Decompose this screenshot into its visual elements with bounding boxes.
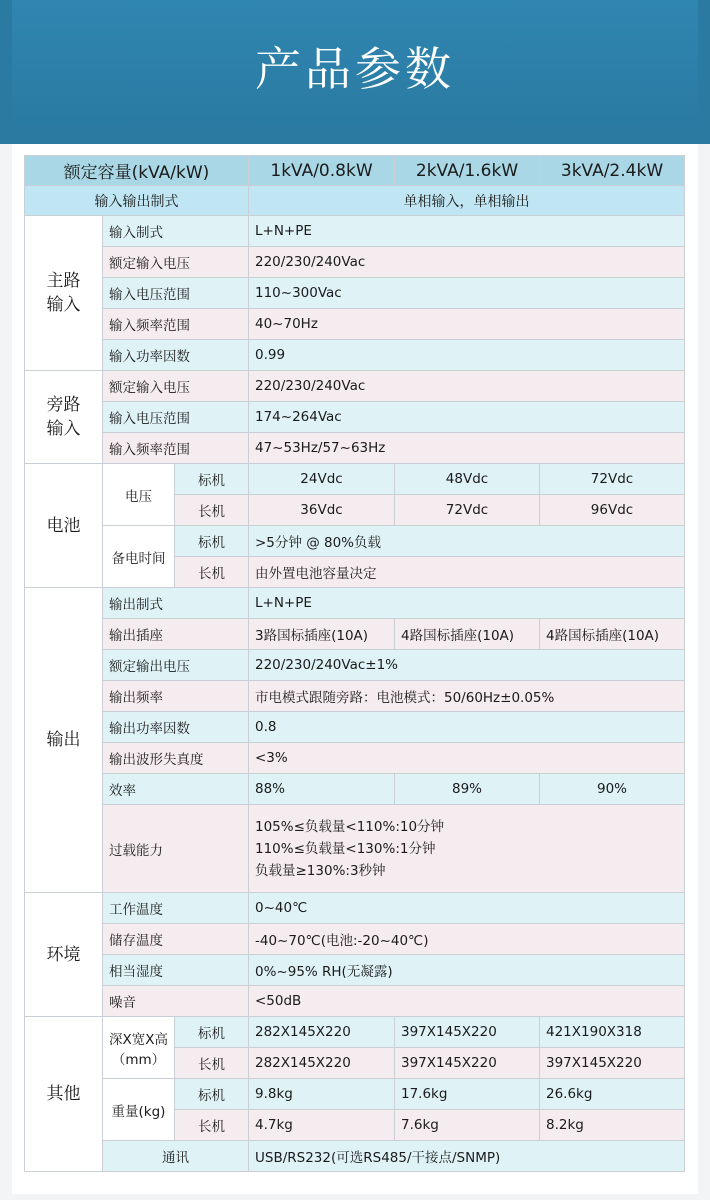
- param-label: 输出波形失真度: [103, 743, 249, 774]
- table-row: [25, 309, 685, 340]
- param-value: L+N+PE: [249, 216, 685, 247]
- param-value: 220/230/240Vac: [249, 247, 685, 278]
- table-row: [25, 1017, 685, 1048]
- param-value: 0.99: [249, 340, 685, 371]
- param-label: 输出插座: [103, 619, 249, 650]
- table-row: [25, 1079, 685, 1110]
- page-title: 产品参数: [255, 42, 455, 96]
- long-label: 长机: [175, 1048, 249, 1079]
- param-label: 过载能力: [103, 805, 249, 893]
- param-label: 效率: [103, 774, 249, 805]
- table-row: [25, 619, 685, 650]
- param-value: USB/RS232(可选RS485/干接点/SNMP): [249, 1141, 685, 1172]
- socket-value-2: 4路国标插座(10A): [395, 619, 540, 650]
- param-label: 输出频率: [103, 681, 249, 712]
- battery-voltage-2: 48Vdc: [395, 464, 540, 495]
- param-label: 噪音: [103, 986, 249, 1017]
- overload-values: [249, 805, 685, 893]
- title-banner: [0, 0, 710, 144]
- model-2-header: 2kVA/1.6kW: [395, 156, 540, 186]
- table-row: [25, 743, 685, 774]
- param-value: 0%~95% RH(无凝露): [249, 955, 685, 986]
- overload-line: 负载量≥130%:3秒钟: [255, 862, 386, 879]
- category-other: 其他: [25, 1017, 103, 1172]
- table-row: [25, 681, 685, 712]
- dimension-label: [103, 1017, 175, 1079]
- table-row: [25, 402, 685, 433]
- efficiency-value-2: 89%: [395, 774, 540, 805]
- weight-long-1: 4.7kg: [249, 1110, 395, 1141]
- category-environment: 环境: [25, 893, 103, 1017]
- weight-standard-3: 26.6kg: [540, 1079, 685, 1110]
- table-row: [25, 986, 685, 1017]
- param-label: 相当湿度: [103, 955, 249, 986]
- category-main-input: [25, 216, 103, 371]
- param-value: L+N+PE: [249, 588, 685, 619]
- param-value: 0~40℃: [249, 893, 685, 924]
- table-row: [25, 216, 685, 247]
- param-label: 输入电压范围: [103, 278, 249, 309]
- header-row: [25, 156, 685, 186]
- capacity-header-label: 额定容量(kVA/kW): [25, 156, 249, 186]
- param-value: 220/230/240Vac: [249, 371, 685, 402]
- battery-voltage-label: 电压: [103, 464, 175, 526]
- param-label: 输出制式: [103, 588, 249, 619]
- table-row: [25, 371, 685, 402]
- overload-line: 105%≤负载量<110%:10分钟: [255, 818, 445, 835]
- efficiency-value-1: 88%: [249, 774, 395, 805]
- param-label: 输入频率范围: [103, 433, 249, 464]
- system-row: [25, 186, 685, 216]
- title-banner-inner: [12, 0, 698, 132]
- efficiency-value-3: 90%: [540, 774, 685, 805]
- standard-label: 标机: [175, 1079, 249, 1110]
- standard-label: 标机: [175, 526, 249, 557]
- socket-value-3: 4路国标插座(10A): [540, 619, 685, 650]
- param-label: 输入制式: [103, 216, 249, 247]
- backup-time-label: 备电时间: [103, 526, 175, 588]
- battery-voltage-1: 24Vdc: [249, 464, 395, 495]
- dimension-standard-2: 397X145X220: [395, 1017, 540, 1048]
- system-label: 输入输出制式: [25, 186, 249, 216]
- table-row: [25, 433, 685, 464]
- overload-line: 110%≤负载量<130%:1分钟: [255, 840, 436, 857]
- param-value: 47~53Hz/57~63Hz: [249, 433, 685, 464]
- table-row: [25, 526, 685, 557]
- param-label: 额定输入电压: [103, 371, 249, 402]
- dimension-standard-3: 421X190X318: [540, 1017, 685, 1048]
- table-row: [25, 805, 685, 893]
- dimension-long-3: 397X145X220: [540, 1048, 685, 1079]
- table-row: [25, 924, 685, 955]
- dimension-long-1: 282X145X220: [249, 1048, 395, 1079]
- table-row: [25, 955, 685, 986]
- param-value: -40~70℃(电池:-20~40℃): [249, 924, 685, 955]
- category-battery: 电池: [25, 464, 103, 588]
- param-value: 110~300Vac: [249, 278, 685, 309]
- weight-long-2: 7.6kg: [395, 1110, 540, 1141]
- model-3-header: 3kVA/2.4kW: [540, 156, 685, 186]
- long-label: 长机: [175, 1110, 249, 1141]
- table-row: [25, 464, 685, 495]
- param-label: 输入频率范围: [103, 309, 249, 340]
- table-row: [25, 1141, 685, 1172]
- param-label: 额定输入电压: [103, 247, 249, 278]
- battery-voltage-long-3: 96Vdc: [540, 495, 685, 526]
- table-row: [25, 893, 685, 924]
- table-row: [25, 588, 685, 619]
- param-label: 输出功率因数: [103, 712, 249, 743]
- param-value: 市电模式跟随旁路：电池模式：50/60Hz±0.05%: [249, 681, 685, 712]
- category-bypass-input: [25, 371, 103, 464]
- standard-label: 标机: [175, 464, 249, 495]
- spec-table: [24, 155, 685, 1172]
- param-label: 输入电压范围: [103, 402, 249, 433]
- dimension-standard-1: 282X145X220: [249, 1017, 395, 1048]
- param-value: 220/230/240Vac±1%: [249, 650, 685, 681]
- weight-standard-2: 17.6kg: [395, 1079, 540, 1110]
- param-value: <50dB: [249, 986, 685, 1017]
- param-label: 储存温度: [103, 924, 249, 955]
- param-label: 输入功率因数: [103, 340, 249, 371]
- standard-label: 标机: [175, 1017, 249, 1048]
- table-row: [25, 340, 685, 371]
- weight-standard-1: 9.8kg: [249, 1079, 395, 1110]
- table-row: [25, 247, 685, 278]
- backup-standard-value: >5分钟 @ 80%负载: [249, 526, 685, 557]
- param-label: 额定输出电压: [103, 650, 249, 681]
- model-1-header: 1kVA/0.8kW: [249, 156, 395, 186]
- param-value: <3%: [249, 743, 685, 774]
- battery-voltage-long-2: 72Vdc: [395, 495, 540, 526]
- table-row: [25, 774, 685, 805]
- dimension-label-text: 深X宽X高 （mm）: [109, 1031, 168, 1068]
- battery-voltage-3: 72Vdc: [540, 464, 685, 495]
- param-label: 通讯: [103, 1141, 249, 1172]
- dimension-long-2: 397X145X220: [395, 1048, 540, 1079]
- weight-label: 重量(kg): [103, 1079, 175, 1141]
- table-row: [25, 712, 685, 743]
- weight-long-3: 8.2kg: [540, 1110, 685, 1141]
- socket-value-1: 3路国标插座(10A): [249, 619, 395, 650]
- param-value: 0.8: [249, 712, 685, 743]
- category-label: 旁路 输入: [46, 395, 81, 439]
- long-label: 长机: [175, 557, 249, 588]
- battery-voltage-long-1: 36Vdc: [249, 495, 395, 526]
- param-value: 174~264Vac: [249, 402, 685, 433]
- param-label: 工作温度: [103, 893, 249, 924]
- category-label: 主路 输入: [46, 271, 81, 315]
- backup-long-value: 由外置电池容量决定: [249, 557, 685, 588]
- long-label: 长机: [175, 495, 249, 526]
- table-row: [25, 278, 685, 309]
- table-row: [25, 650, 685, 681]
- category-output: 输出: [25, 588, 103, 893]
- system-value: 单相输入，单相输出: [249, 186, 685, 216]
- param-value: 40~70Hz: [249, 309, 685, 340]
